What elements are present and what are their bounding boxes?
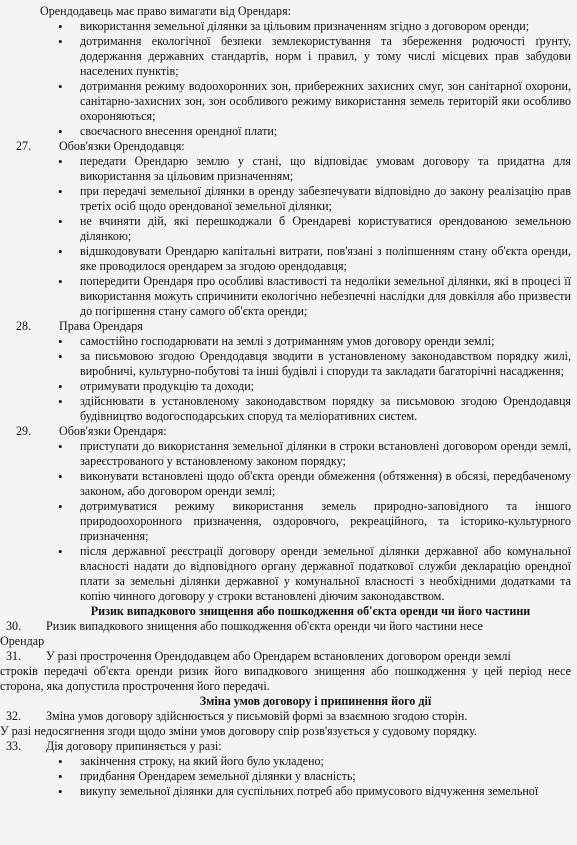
bullet-dot-icon: •	[58, 469, 63, 484]
bullet-dot-icon: •	[58, 379, 63, 394]
bullet-dot-icon: •	[58, 79, 63, 94]
section-31	[0, 649, 571, 664]
section-number: 32.	[6, 709, 22, 723]
bullet-dot-icon: •	[58, 214, 63, 229]
bullet-item: • приступати до використання земельної ділянки в строки встановлені договором оренди землі, зареєстрованого у встановленому законом порядку;	[58, 439, 571, 468]
section-number: 27.	[16, 139, 32, 153]
section-number: 29.	[16, 424, 32, 438]
section-text: У разі прострочення Орендодавцем або Орендарем встановлених договором оренди землі	[46, 649, 511, 663]
section-33-header	[0, 739, 571, 754]
bullet-item: • закінчення строку, на який його було укладено;	[58, 754, 324, 769]
intro-line: Орендодавець має право вимагати від Орендаря:	[40, 4, 292, 18]
risk-heading: Ризик випадкового знищення або пошкодження об'єкта оренди чи його частини	[90, 604, 531, 618]
bullet-item: • викупу земельної ділянки для суспільних потреб або примусового відчуження земельної	[58, 784, 539, 799]
bullet-dot-icon: •	[58, 349, 63, 364]
section-title: Дія договору припиняється у разі:	[46, 739, 222, 753]
section-title: Права Орендаря	[59, 319, 143, 333]
bullet-item: • за письмовою згодою Орендодавця зводити в установленому законодавством порядку жилі, виробничі, культурно-побутові та інші будівлі і споруди та закладати багаторічні насадження;	[58, 349, 571, 378]
section-33-list	[0, 754, 571, 799]
section-number: 30.	[6, 619, 22, 633]
section-32	[0, 709, 571, 724]
bullet-item: • після державної реєстрації договору оренди земельної ділянки державної або комунальної власності надати до відповідного органу державної податкової служби декларацію орендної плати за земельні ділянки державної у комунальної власності з необхідними додатками та копію чинного договору у строки встановлені діючим законодавством.	[58, 544, 571, 603]
bullet-item: • здійснювати в установленому законодавством порядку за письмовою згодою Орендодавця будівництво водогосподарських споруд та меліоративних систем.	[58, 394, 571, 423]
bullet-item: • самостійно господарювати на землі з дотриманням умов договору оренди землі;	[58, 334, 495, 349]
section-text: Ризик випадкового знищення або пошкодження об'єкта оренди чи його частини несе	[46, 619, 483, 633]
bullet-item: • виконувати встановлені щодо об'єкта оренди обмеження (обтяження) в обсязі, передбаченому законом, або договором оренди землі;	[58, 469, 571, 498]
section-29-list	[0, 439, 571, 604]
section-number: 31.	[6, 649, 22, 663]
intro-bullet-list	[0, 19, 571, 139]
bullet-item: • дотримання режиму водоохоронних зон, прибережних захисних смуг, зон санітарної охорони, санітарно-захисних зон, зон особливого режиму використання земель територій яки особливо охороняються;	[58, 79, 571, 123]
section-29-header	[0, 424, 571, 439]
bullet-item: • придбання Орендарем земельної ділянки у власність;	[58, 769, 356, 784]
section-31-continuation: строків передачі об'єкта оренди ризик його випадкового знищення або пошкодження у цей період несе сторона, яка допустила прострочення його передачі.	[0, 664, 571, 693]
section-number: 33.	[6, 739, 22, 753]
bullet-dot-icon: •	[58, 274, 63, 289]
section-30	[0, 619, 571, 634]
section-30-continuation: Орендар	[0, 634, 45, 648]
bullet-item: • отримувати продукцію та доходи;	[58, 379, 255, 394]
section-27-header	[0, 139, 571, 154]
bullet-dot-icon: •	[58, 244, 63, 259]
bullet-dot-icon: •	[58, 184, 63, 199]
bullet-item: • попередити Орендаря про особливі властивості та недоліки земельної ділянки, які в процесі її використання можуть спричинити екологічно небезпечні наслідки для довкілля або призвести до погіршення стану самого об'єкта оренди;	[58, 274, 571, 318]
bullet-dot-icon: •	[58, 769, 63, 784]
bullet-item: • використання земельної ділянки за цільовим призначенням згідно з договором оренди;	[58, 19, 530, 34]
section-title: Обов'язки Орендодавця:	[59, 139, 185, 153]
bullet-item: • не вчиняти дій, які перешкоджали б Орендареві користуватися орендованою земельною ділянкою;	[58, 214, 571, 243]
bullet-item: • дотримання екологічної безпеки землекористування та збереження родючості ґрунту, додержання державних стандартів, норм і правил, у тому числі місцевих прав забудови населених пунктів;	[58, 34, 571, 78]
bullet-dot-icon: •	[58, 499, 63, 514]
section-title: Обов'язки Орендаря:	[59, 424, 167, 438]
bullet-dot-icon: •	[58, 544, 63, 559]
change-heading: Зміна умов договору і припинення його дії	[199, 694, 432, 708]
section-27-list	[0, 154, 571, 319]
section-28-header	[0, 319, 571, 334]
bullet-dot-icon: •	[58, 19, 63, 34]
bullet-dot-icon: •	[58, 124, 63, 139]
bullet-dot-icon: •	[58, 754, 63, 769]
section-28-list	[0, 334, 571, 424]
bullet-dot-icon: •	[58, 334, 63, 349]
bullet-dot-icon: •	[58, 34, 63, 49]
bullet-item: • дотримуватися режиму використання земель природно-заповідного та іншого природоохоронного призначення, оздоровчого, рекреаційного, та історико-культурного призначення;	[58, 499, 571, 543]
section-text: Зміна умов договору здійснюється у письмовій формі за взаємною згодою сторін.	[46, 709, 468, 723]
section-number: 28.	[16, 319, 32, 333]
bullet-dot-icon: •	[58, 394, 63, 409]
bullet-item: • передати Орендарю землю у стані, що відповідає умовам договору та придатна для використання за цільовим призначенням;	[58, 154, 571, 183]
bullet-item: • відшкодовувати Орендарю капітальні витрати, пов'язані з поліпшенням стану об'єкта оренди, яке проводилося орендарем за згодою орендодавця;	[58, 244, 571, 273]
bullet-dot-icon: •	[58, 154, 63, 169]
bullet-dot-icon: •	[58, 439, 63, 454]
bullet-item: • своєчасного внесення орендної плати;	[58, 124, 278, 139]
bullet-dot-icon: •	[58, 784, 63, 799]
section-32-continuation: У разі недосягнення згоди щодо зміни умов договору спір розв'язується у судовому порядку.	[0, 724, 477, 738]
bullet-item: • при передачі земельної ділянки в оренду забезпечувати відповідно до закону реалізацію прав третіх осіб щодо орендованої земельної ділянки;	[58, 184, 571, 213]
